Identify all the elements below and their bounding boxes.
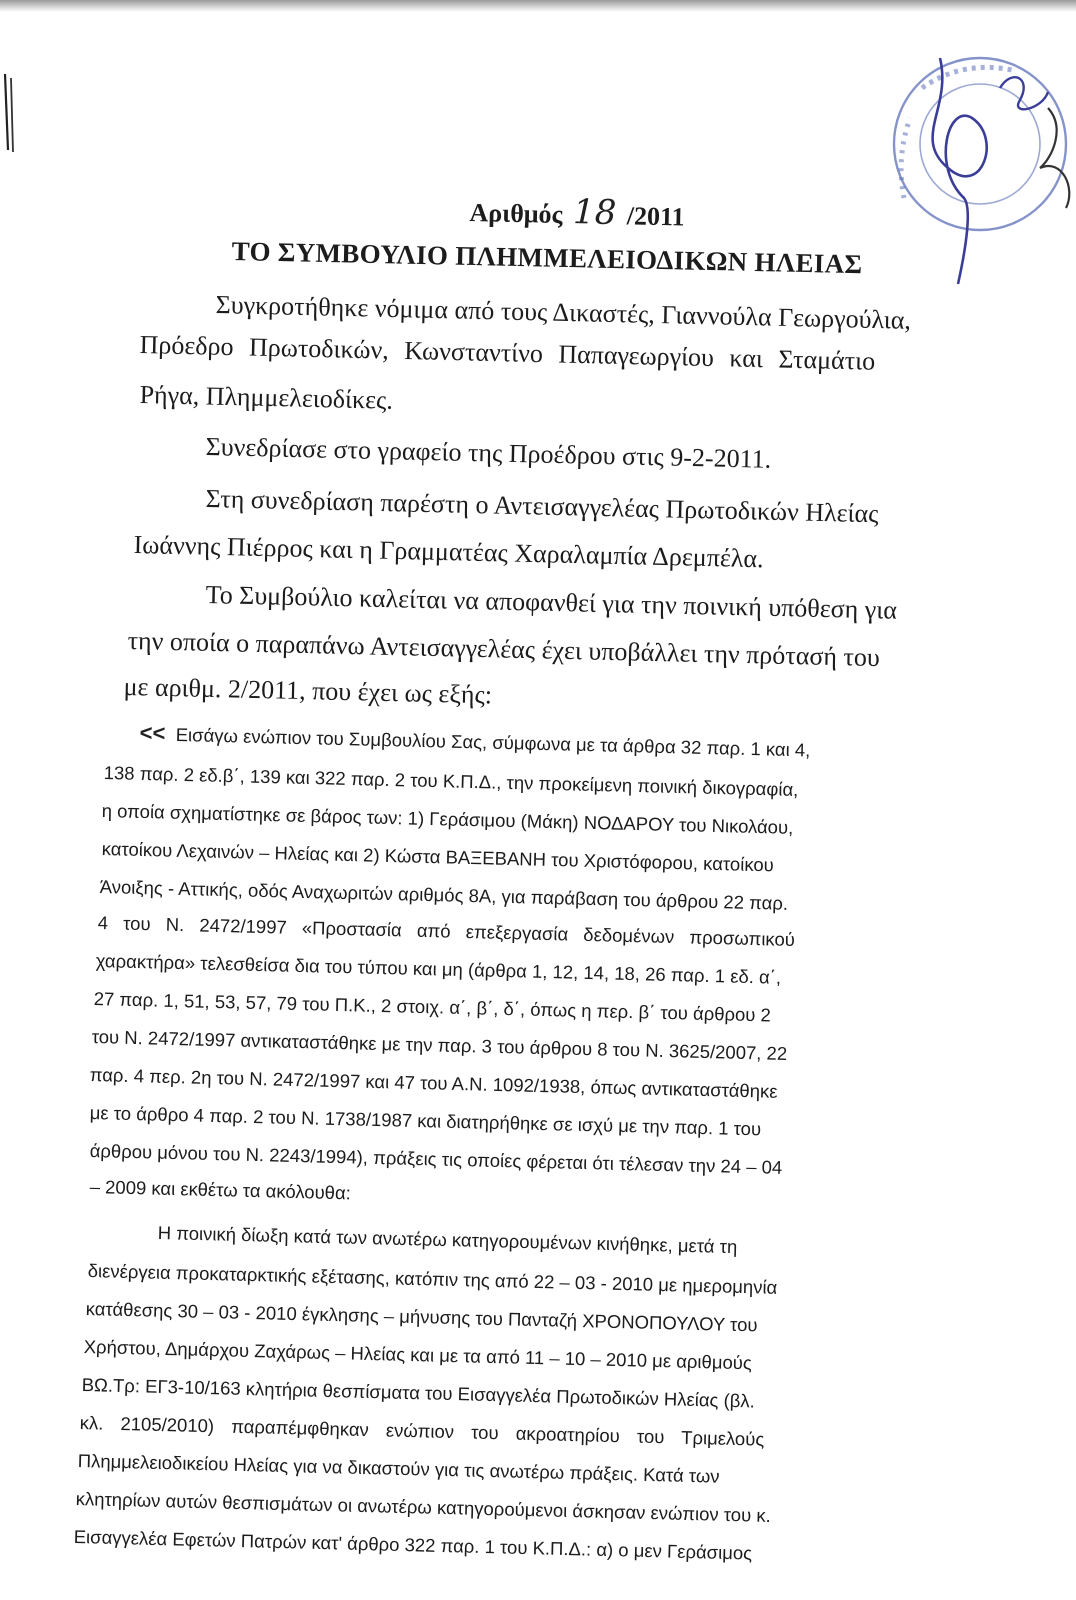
body-line: Εισαγγελέα Εφετών Πατρών κατ' άρθρο 322 παρ. 1 του Κ.Π.Δ.: α) ο μεν Γεράσιμος (73, 1526, 753, 1564)
body-line: Πλημμελειοδικείου Ηλείας για να δικαστούν για τις ανωτέρω πράξεις. Κατά των (77, 1450, 720, 1487)
body-line: διενέργεια προκαταρκτικής εξέτασης, κατόπιν της από 22 – 03 - 2010 με ημερομηνία (87, 1260, 778, 1298)
body-line: 138 παρ. 2 εδ.β΄, 139 και 322 παρ. 2 του Κ.Π.Δ., την προκείμενη ποινική δικογραφία, (103, 762, 799, 800)
body-line: παρ. 4 περ. 2η του Ν. 2472/1997 και 47 του Α.Ν. 1092/1938, όπως αντικαταστάθηκε (89, 1064, 778, 1102)
body-line: Η ποινική δίωξη κατά των ανωτέρω κατηγορουμένων κινήθηκε, μετά τη (157, 1222, 738, 1258)
decision-number (469, 190, 685, 234)
body-line: κλ. 2105/2010) παραπέμφθηκαν ενώπιον του ακροατηρίου του Τριμελούς (79, 1412, 765, 1450)
body-line: κατάθεσης 30 – 03 - 2010 έγκλησης – μήνυσης του Πανταζή ΧΡΟΝΟΠΟΥΛΟΥ του (85, 1298, 758, 1336)
body-line: του Ν. 2472/1997 αντικαταστάθηκε με την παρ. 3 του άρθρου 8 του Ν. 3625/2007, 22 (91, 1026, 788, 1064)
body-line: άρθρου μόνου του Ν. 2243/1994), πράξεις τις οποίες φέρεται ότι τέλεσαν την 24 – 04 (89, 1140, 783, 1178)
document-title: ΤΟ ΣΥΜΒΟΥΛΙΟ ΠΛΗΜΜΕΛΕΙΟΔΙΚΩΝ ΗΛΕΙΑΣ (231, 236, 863, 280)
scan-top-edge (0, 0, 1076, 12)
intro-line: Συγκροτήθηκε νόμιμα από τους Δικαστές, Γιαννούλα Γεωργούλια, (215, 290, 912, 335)
body-line: Άνοιξης - Αττικής, οδός Αναχωριτών αριθμός 8Α, για παράβαση του άρθρου 22 παρ. (99, 876, 789, 914)
body-line: – 2009 και εκθέτω τα ακόλουθα: (89, 1176, 352, 1204)
body-line: χαρακτήρα» τελεσθείσα δια του τύπου και μη (άρθρα 1, 12, 14, 18, 26 παρ. 1 εδ. α΄, (95, 950, 782, 988)
intro-line: Ρήγα, Πλημμελειοδίκες. (139, 380, 394, 415)
body-line: κατοίκου Λεχαινών – Ηλείας και 2) Κώστα ΒΑΞΕΒΑΝΗ του Χριστόφορου, κατοίκου (101, 838, 775, 876)
body-line: Εισάγω ενώπιον του Συμβουλίου Σας, σύμφωνα με τα άρθρα 32 παρ. 1 και 4, (175, 724, 811, 761)
body-line: με το άρθρο 4 παρ. 2 του Ν. 1738/1987 και διατηρήθηκε σε ισχύ με την παρ. 1 του (89, 1102, 762, 1140)
body-line: η οποία σχηματίστηκε σε βάρος των: 1) Γεράσιμου (Μάκη) ΝΟΔΑΡΟΥ του Νικολάου, (101, 800, 794, 838)
quote-mark: << (139, 720, 166, 746)
body-line: κλητηρίων αυτών θεσπισμάτων οι ανωτέρω κατηγορούμενοι άσκησαν ενώπιον του κ. (75, 1488, 772, 1526)
intro-line: με αριθμ. 2/2011, που έχει ως εξής: (123, 672, 493, 710)
body-line: 27 παρ. 1, 51, 53, 57, 79 του Π.Κ., 2 στοιχ. α΄, β΄, δ΄, όπως η περ. β΄ του άρθρου 2 (93, 988, 772, 1026)
binder-mark (2, 72, 16, 154)
body-line: Χρήστου, Δημάρχου Ζαχάρως – Ηλείας και με τα από 11 – 10 – 2010 με αριθμούς (83, 1336, 753, 1374)
intro-line: Στη συνεδρίαση παρέστη ο Αντεισαγγελέας Πρωτοδικών Ηλείας (205, 484, 879, 529)
number-label: Αριθμός (469, 197, 563, 229)
body-line: 4 του Ν. 2472/1997 «Προστασία από επεξεργασία δεδομένων προσωπικού (97, 912, 796, 951)
intro-line: Ιωάννης Πιέρρος και η Γραμματέας Χαραλαμπία Δρεμπέλα. (133, 530, 764, 574)
official-stamp (852, 48, 1076, 288)
number-year: /2011 (626, 201, 685, 232)
intro-line: Το Συμβούλιο καλείται να αποφανθεί για την ποινική υπόθεση για (205, 580, 898, 625)
handwritten-number: 18 (572, 192, 617, 234)
intro-line: Συνεδρίασε στο γραφείο της Προέδρου στις 9-2-2011. (205, 432, 772, 474)
intro-line: την οποία ο παραπάνω Αντεισαγγελέας έχει υποβάλλει την πρότασή του (127, 626, 881, 673)
body-line: ΒΩ.Τρ: ΕΓ3-10/163 κλητήρια θεσπίσματα του Εισαγγελέα Πρωτοδικών Ηλείας (βλ. (81, 1374, 756, 1412)
intro-line: Πρόεδρο Πρωτοδικών, Κωνσταντίνο Παπαγεωργίου και Σταμάτιο (139, 330, 876, 376)
